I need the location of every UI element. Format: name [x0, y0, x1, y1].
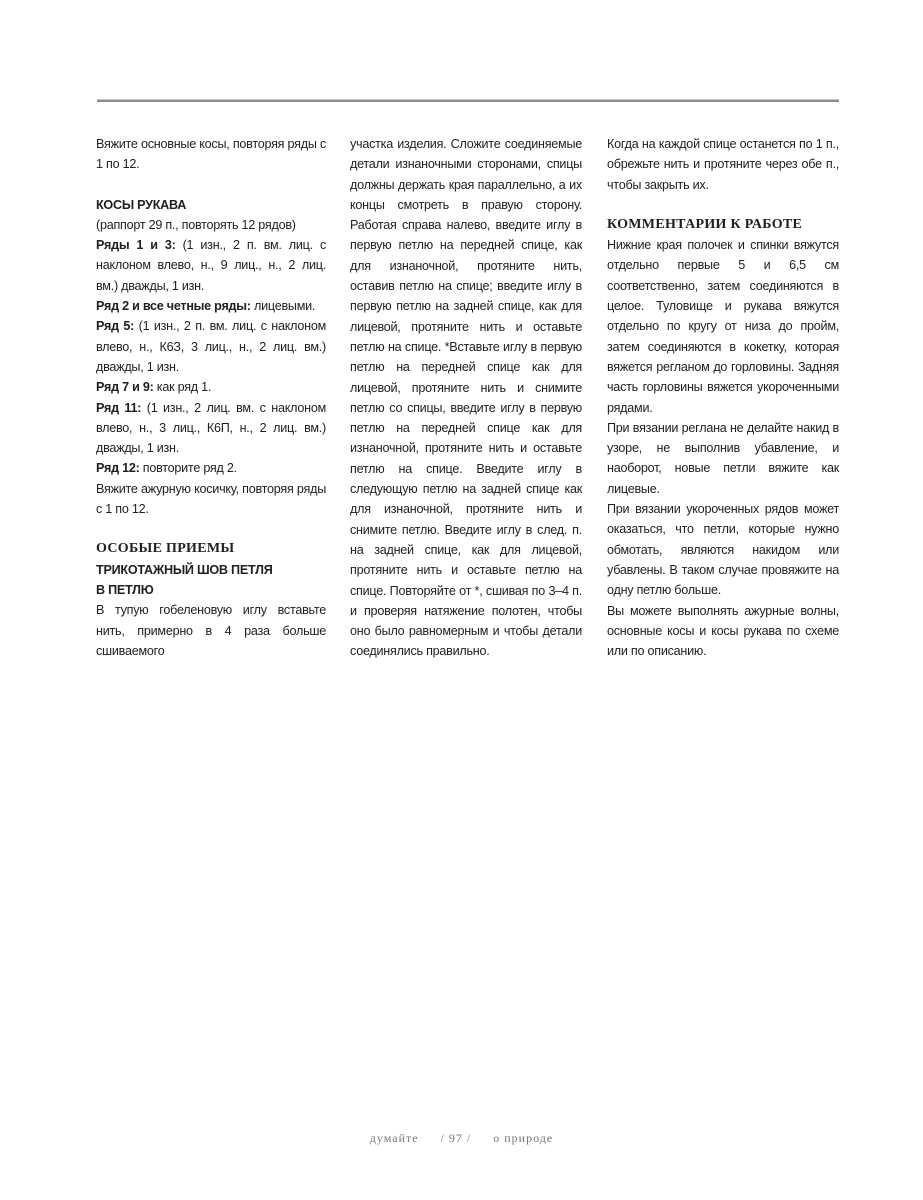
- seam-instructions: участка изделия. Сложите соединяемые детали изнаночными сторонами, спицы должны держать края параллельно, а их концы смотреть в правую сторону. Работая справа налево, введите иглу в первую петлю на передней спице, как для изнаночной, протяните нить, оставив петлю на спице; введите иглу в первую петлю на задней спице, как для лицевой, протяните нить и оставьте петлю на спице. *Вставьте иглу в первую петлю на передней спице как для лицевой, протяните нить и снимите петлю со спицы, введите иглу в первую петлю на передней спице как для изнаночной, протяните нить и оставьте петлю на спице. Введите иглу в следующую петлю на задней спице как для изнаночной, протяните нить и снимите петлю. Введите иглу в след. п. на задней спице, как для лицевой, протяните нить и оставьте петлю на спице. Повторяйте от *, сшивая по 3–4 п. и проверяя натяжение полотен, чтобы оно было равномерным и чтобы детали соединялись правильно.: [350, 137, 582, 659]
- row-7-9: Ряд 7 и 9: как ряд 1.: [96, 380, 212, 395]
- page-footer: [0, 1131, 923, 1146]
- row-12: Ряд 12: повторите ряд 2.: [96, 461, 237, 476]
- column-3: [607, 134, 839, 661]
- column-1: [96, 134, 326, 661]
- footer-left: думайте: [369, 1131, 419, 1145]
- sleeve-cables-heading: КОСЫ РУКАВА: [96, 197, 187, 212]
- row-2-even: Ряд 2 и все четные ряды: лицевыми.: [96, 299, 316, 314]
- row-1-3: Ряды 1 и 3: (1 изн., 2 п. вм. лиц. с наклоном влево, н., 9 лиц., н., 2 лиц. вм.) дважды, 1 изн.: [96, 238, 326, 293]
- row-11: Ряд 11: (1 изн., 2 лиц. вм. с наклоном влево, н., 3 лиц., К6П, н., 2 лиц. вм.) дважды, 1 изн.: [96, 400, 326, 456]
- rapport-note: (раппорт 29 п., повторять 12 рядов): [96, 217, 296, 232]
- outro-paragraph: Вяжите ажурную косичку, повторяя ряды с 1 по 12.: [96, 481, 326, 517]
- seam-heading-line-2: В ПЕТЛЮ: [96, 582, 154, 597]
- comments-heading: КОММЕНТАРИИ К РАБОТЕ: [607, 216, 803, 232]
- intro-paragraph: Вяжите основные косы, повторяя ряды с 1 по 12.: [96, 137, 326, 172]
- seam-paragraph: В тупую гобеленовую иглу вставьте нить, примерно в 4 раза больше сшиваемого: [96, 603, 326, 658]
- footer-right: о природе: [493, 1131, 554, 1145]
- comments-paragraph-2: При вязании реглана не делайте накид в узоре, не выполнив убавление, и наоборот, новые петли вяжите как лицевые.: [607, 420, 839, 496]
- special-techniques-heading: ОСОБЫЕ ПРИЕМЫ: [96, 541, 235, 557]
- comments-paragraph-4: Вы можете выполнять ажурные волны, основные косы и косы рукава по схеме или по описанию.: [607, 603, 839, 659]
- column-2: [350, 134, 582, 662]
- comments-paragraph-3: При вязании укороченных рядов может оказаться, что петли, которые нужно обмотать, являются накидом или убавлены. В таком случае провяжите на одну петлю больше.: [607, 502, 839, 598]
- page-number: / 97 /: [440, 1131, 472, 1145]
- seam-heading-line-1: ТРИКОТАЖНЫЙ ШОВ ПЕТЛЯ: [96, 562, 273, 577]
- top-rule: [97, 100, 839, 102]
- row-5: Ряд 5: (1 изн., 2 п. вм. лиц. с наклоном влево, н., К6З, 3 лиц., н., 2 лиц. вм.) дважды, 1 изн.: [96, 319, 327, 374]
- comments-paragraph-1: Нижние края полочек и спинки вяжутся отдельно первые 5 и 6,5 см соответственно, затем соединяются в целое. Туловище и рукава вяжутся отдельно по кругу от низа до пройм, затем соединяются в кокетку, которая вяжется регланом до горловины. Задняя часть горловины вяжется укороченными рядами.: [607, 238, 839, 415]
- finish-paragraph: Когда на каждой спице останется по 1 п., обрежьте нить и протяните через обе п., чтобы закрыть их.: [607, 137, 839, 192]
